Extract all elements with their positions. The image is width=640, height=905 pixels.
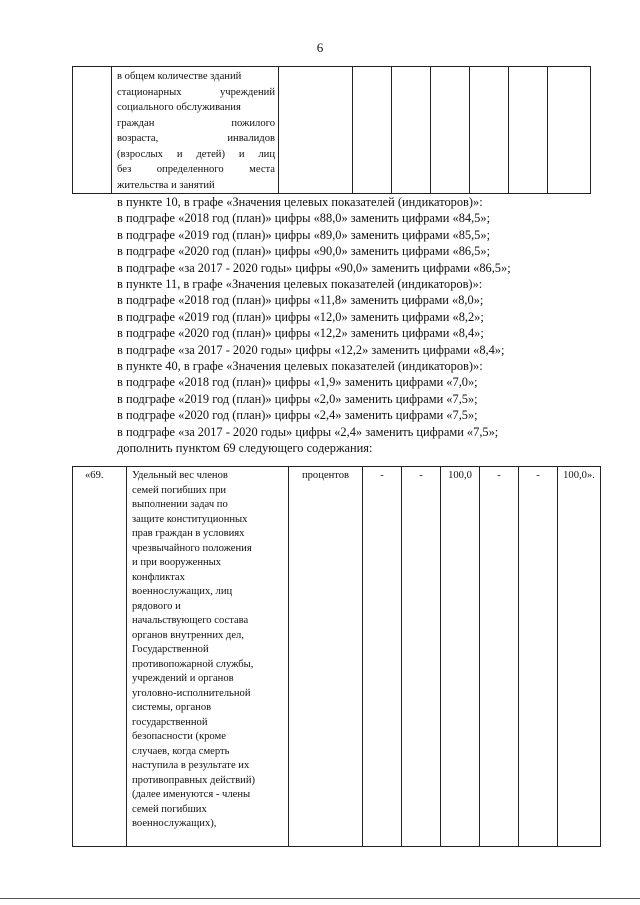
desc-line: защите конституционных xyxy=(132,513,248,525)
desc-line: семей погибших при xyxy=(132,484,227,496)
desc-line: случаев, когда смерть xyxy=(132,745,230,757)
desc-line: Удельный вес членов xyxy=(132,470,228,481)
amendment-line: в пункте 11, в графе «Значения целевых показателей (индикаторов)»: xyxy=(117,277,483,292)
desc-line: военнослужащих), xyxy=(132,818,217,829)
top-desc-line: жительства и занятий xyxy=(117,179,215,191)
row-number: «69. xyxy=(73,467,127,847)
desc-line: уголовно-исполнительной xyxy=(132,687,251,699)
top-table xyxy=(72,66,591,194)
amendment-line: в подграфе «2020 год (план)» цифры «12,2» заменить цифрами «8,4»; xyxy=(117,326,484,341)
amendment-line: в подграфе «2019 год (план)» цифры «89,0» заменить цифрами «85,5»; xyxy=(117,227,491,242)
desc-line: системы, органов xyxy=(132,702,212,713)
amendment-line: в подграфе «2018 год (план)» цифры «11,8» заменить цифрами «8,0»; xyxy=(117,293,484,308)
desc-line: государственной xyxy=(132,716,208,728)
top-desc-line: (взрослых и детей) и лиц xyxy=(117,148,275,160)
desc-line: и при вооруженных xyxy=(132,557,222,568)
top-table-number-cell xyxy=(73,67,112,194)
amendment-line: в подграфе «за 2017 - 2020 годы» цифры «90,0» заменить цифрами «86,5»; xyxy=(117,260,511,275)
value-cell: - xyxy=(402,467,441,847)
page-bottom-rule xyxy=(0,898,640,899)
desc-line: безопасности (кроме xyxy=(132,731,226,742)
amendment-line: в подграфе «2018 год (план)» цифры «1,9» заменить цифрами «7,0»; xyxy=(117,375,478,390)
amendment-line: в подграфе «2020 год (план)» цифры «90,0» заменить цифрами «86,5»; xyxy=(117,244,491,259)
top-desc-line: возраста, инвалидов xyxy=(117,133,275,144)
top-table-unit-cell xyxy=(279,67,353,194)
desc-line: наступила в результате их xyxy=(132,760,250,771)
value-cell: - xyxy=(363,467,402,847)
desc-line: рядового и xyxy=(132,600,181,612)
top-desc-line: граждан пожилого xyxy=(117,117,275,129)
desc-line: учреждений и органов xyxy=(132,673,234,684)
unit-cell: процентов xyxy=(289,467,363,847)
top-desc-line: в общем количестве зданий xyxy=(117,71,242,82)
desc-line: противоправных действий) xyxy=(132,774,256,786)
top-table-description-cell xyxy=(112,67,279,194)
indicator-description xyxy=(127,467,289,847)
top-table-value-cell xyxy=(509,67,548,194)
amendment-line: в подграфе «2019 год (план)» цифры «2,0» заменить цифрами «7,5»; xyxy=(117,391,478,406)
desc-line: чрезвычайного положения xyxy=(132,542,252,554)
desc-line: противопожарной службы, xyxy=(132,658,254,670)
top-table-value-cell xyxy=(392,67,431,194)
amendment-line: в пункте 10, в графе «Значения целевых показателей (индикаторов)»: xyxy=(117,195,483,209)
desc-line: конфликтах xyxy=(132,571,185,583)
desc-line: выполнении задач по xyxy=(132,499,228,510)
top-desc-line: социального обслуживания xyxy=(117,102,241,113)
top-table-value-cell xyxy=(470,67,509,194)
desc-line: начальствующего состава xyxy=(132,615,249,626)
desc-line: прав граждан в условиях xyxy=(132,528,245,539)
page-number: 6 xyxy=(316,40,324,55)
value-cell: - xyxy=(480,467,519,847)
amendment-line: в пункте 40, в графе «Значения целевых показателей (индикаторов)»: xyxy=(117,359,483,374)
amendment-line: в подграфе «за 2017 - 2020 годы» цифры «2,4» заменить цифрами «7,5»; xyxy=(117,424,499,439)
desc-line: военнослужащих, лиц xyxy=(132,586,233,597)
top-table-value-cell xyxy=(548,67,591,194)
amendment-line: в подграфе «2018 год (план)» цифры «88,0» заменить цифрами «84,5»; xyxy=(117,211,491,226)
value-cell: - xyxy=(519,467,558,847)
desc-line: (далее именуются - члены xyxy=(132,789,251,800)
desc-line: органов внутренних дел, xyxy=(132,629,244,641)
top-desc-line: стационарных учреждений xyxy=(117,86,275,98)
top-table-value-cell xyxy=(353,67,392,194)
desc-line: семей погибших xyxy=(132,803,207,815)
amendment-line: дополнить пунктом 69 следующего содержания: xyxy=(117,441,373,456)
value-cell: 100,0». xyxy=(558,467,601,847)
amendments-text xyxy=(117,194,607,457)
top-desc-line: без определенного места xyxy=(117,164,275,175)
amendment-line: в подграфе «за 2017 - 2020 годы» цифры «12,2» заменить цифрами «8,4»; xyxy=(117,342,505,357)
desc-line: Государственной xyxy=(132,644,209,655)
bottom-table xyxy=(72,466,601,847)
amendment-line: в подграфе «2019 год (план)» цифры «12,0» заменить цифрами «8,2»; xyxy=(117,309,484,324)
value-cell: 100,0 xyxy=(441,467,480,847)
top-table-value-cell xyxy=(431,67,470,194)
amendment-line: в подграфе «2020 год (план)» цифры «2,4» заменить цифрами «7,5»; xyxy=(117,408,478,423)
